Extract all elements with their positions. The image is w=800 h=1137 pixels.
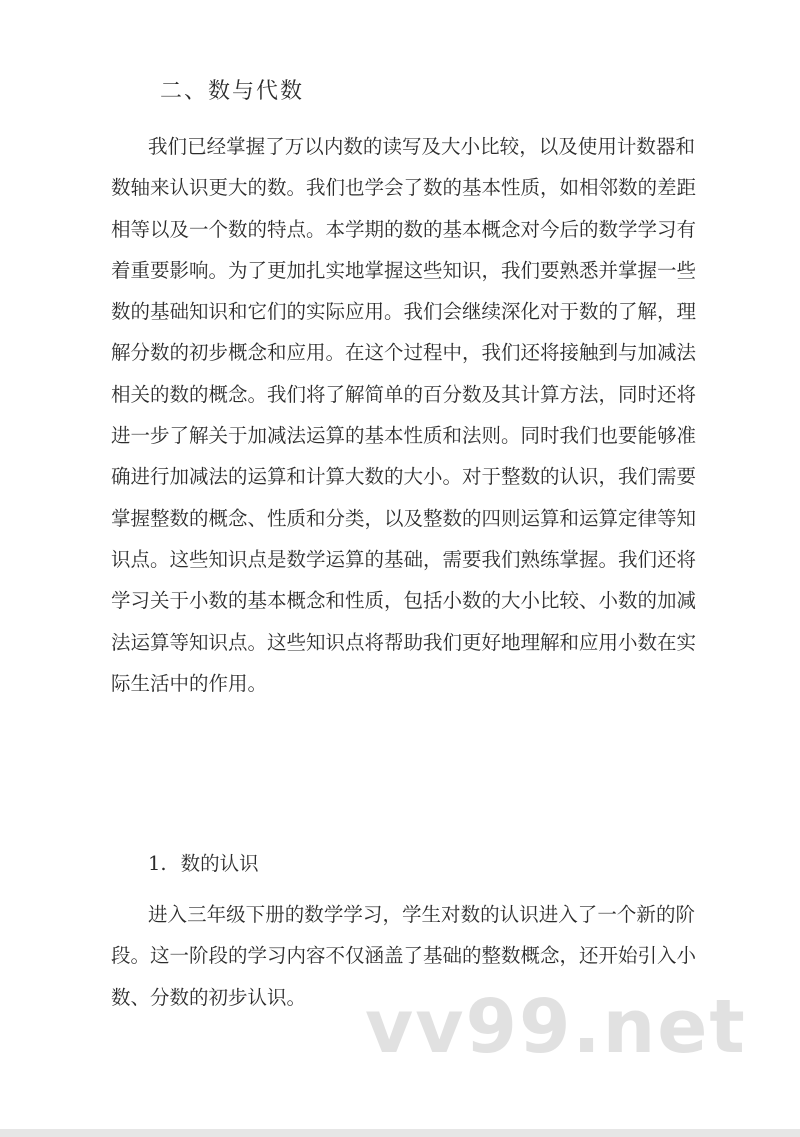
text-line: 进入三年级下册的数学学习，学生对数的认识进入了一个新的阶	[148, 903, 695, 926]
text-line: 法运算等知识点。这些知识点将帮助我们更好地理解和应用小数在实	[111, 630, 697, 654]
text-line: 解分数的初步概念和应用。在这个过程中，我们还将接触到与加减法	[111, 341, 697, 365]
page-bottom-divider	[0, 1129, 800, 1137]
text-line: 我们已经掌握了万以内数的读写及大小比较，以及使用计数器和	[148, 135, 695, 158]
section-title: 二、数与代数	[160, 79, 305, 104]
text-line: 数的基础知识和它们的实际应用。我们会继续深化对于数的了解，理	[111, 300, 697, 324]
text-line: 识点。这些知识点是数学运算的基础，需要我们熟练掌握。我们还将	[111, 547, 697, 571]
subsection-title-text: 数的认识	[180, 852, 259, 875]
text-line: 际生活中的作用。	[111, 671, 268, 695]
text-line: 段。这一阶段的学习内容不仅涵盖了基础的整数概念，还开始引入小	[111, 944, 697, 968]
text-line: 相关的数的概念。我们将了解简单的百分数及其计算方法，同时还将	[111, 382, 697, 406]
watermark-logo: vv99.net	[365, 984, 747, 1070]
text-line: 数、分数的初步认识。	[111, 985, 307, 1009]
text-line: 学习关于小数的基本概念和性质，包括小数的大小比较、小数的加减	[111, 589, 697, 613]
text-line: 进一步了解关于加减法运算的基本性质和法则。同时我们也要能够准	[111, 424, 697, 448]
text-line: 数轴来认识更大的数。我们也学会了数的基本性质，如相邻数的差距	[111, 176, 697, 200]
text-line: 相等以及一个数的特点。本学期的数的基本概念对今后的数学学习有	[111, 217, 697, 241]
subsection-number: 1.	[148, 852, 167, 875]
text-line: 掌握整数的概念、性质和分类，以及整数的四则运算和运算定律等知	[111, 506, 697, 530]
paragraph-number-basics	[111, 126, 695, 704]
text-line: 着重要影响。为了更加扎实地掌握这些知识，我们要熟悉并掌握一些	[111, 258, 697, 282]
subsection-title	[148, 848, 259, 876]
text-line: 确进行加减法的运算和计算大数的大小。对于整数的认识，我们需要	[111, 465, 697, 489]
